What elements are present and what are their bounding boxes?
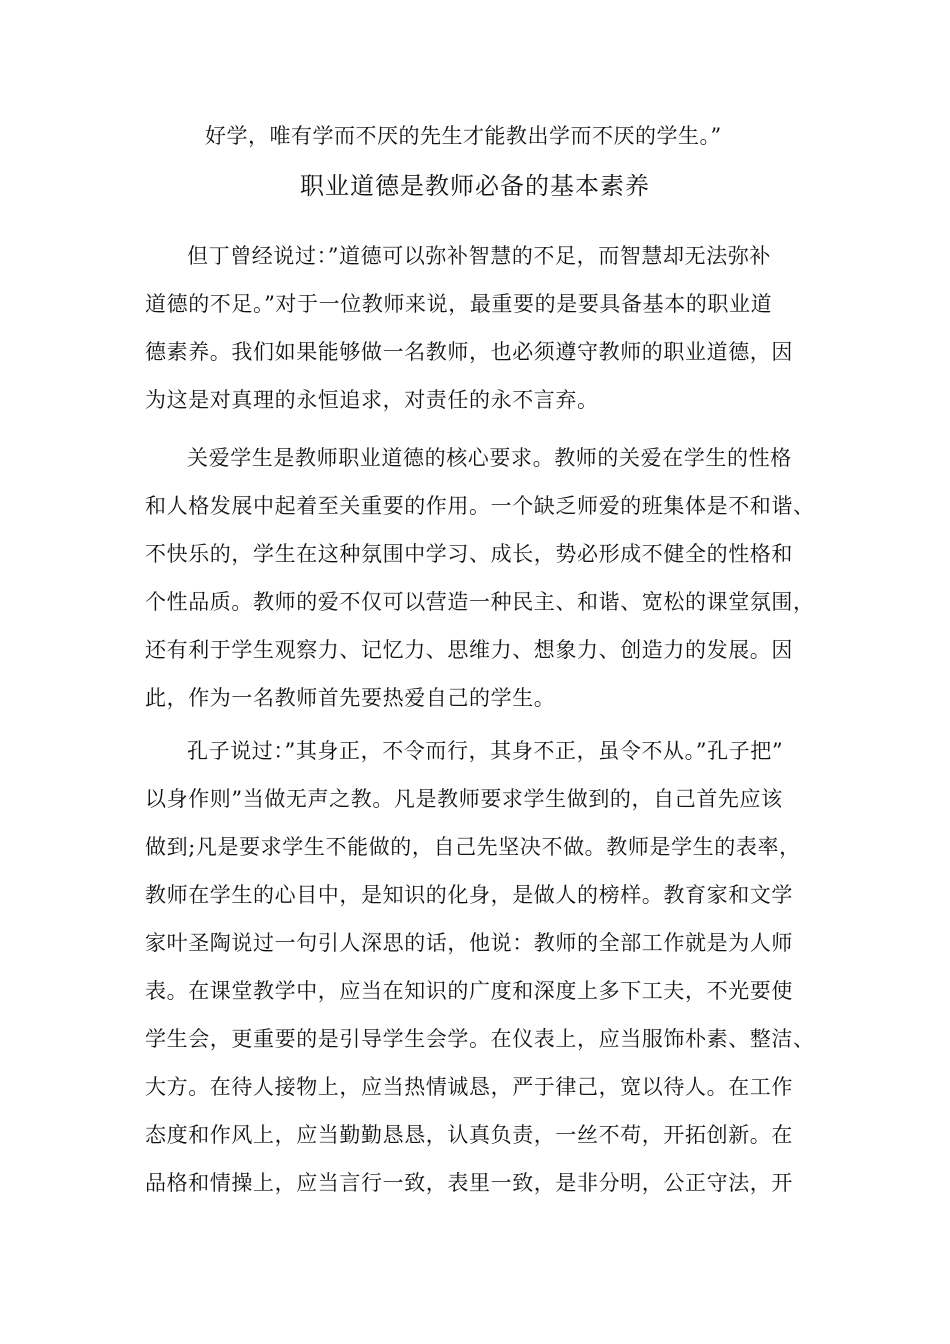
paragraph-line: 道德的不足。”对于一位教师来说，最重要的是要具备基本的职业道 [145,292,773,316]
paragraph-line: 孔子说过：”其身正，不令而行，其身不正，虽令不从。”孔子把” [187,739,784,763]
paragraph-line: 德素养。我们如果能够做一名教师，也必须遵守教师的职业道德，因 [145,340,793,364]
paragraph-line: 还有利于学生观察力、记忆力、思维力、想象力、创造力的发展。因 [145,638,793,662]
paragraph-line: 大方。在待人接物上，应当热情诚恳，严于律己，宽以待人。在工作 [145,1075,793,1099]
paragraph-2 [145,434,825,722]
paragraph-line: 品格和情操上，应当言行一致，表里一致，是非分明，公正守法，开 [145,1171,793,1195]
paragraph-3 [145,727,825,1207]
paragraph-line: 家叶圣陶说过一句引人深思的话，他说：教师的全部工作就是为人师 [145,931,793,955]
paragraph-line: 学生会，更重要的是引导学生会学。在仪表上，应当服饰朴素、整洁、 [145,1027,815,1051]
paragraph-1 [145,232,825,424]
paragraph-line: 以身作则”当做无声之教。凡是教师要求学生做到的，自己首先应该 [145,787,783,811]
continued-text-line: 好学，唯有学而不厌的先生才能教出学而不厌的学生。” [205,124,722,148]
paragraph-line: 不快乐的，学生在这种氛围中学习、成长，势必形成不健全的性格和 [145,542,793,566]
paragraph-line: 做到;凡是要求学生不能做的，自己先坚决不做。教师是学生的表率， [145,835,801,859]
paragraph-line: 关爱学生是教师职业道德的核心要求。教师的关爱在学生的性格 [187,446,792,470]
paragraph-line: 个性品质。教师的爱不仅可以营造一种民主、和谐、宽松的课堂氛围， [145,590,815,614]
paragraph-line: 但丁曾经说过：”道德可以弥补智慧的不足，而智慧却无法弥补 [187,244,772,268]
paragraph-line: 态度和作风上，应当勤勤恳恳，认真负责，一丝不苟，开拓创新。在 [145,1123,793,1147]
paragraph-line: 和人格发展中起着至关重要的作用。一个缺乏师爱的班集体是不和谐、 [145,494,815,518]
paragraph-line: 表。在课堂教学中，应当在知识的广度和深度上多下工夫，不光要使 [145,979,793,1003]
paragraph-line: 为这是对真理的永恒追求，对责任的永不言弃。 [145,388,599,412]
paragraph-line: 教师在学生的心目中，是知识的化身，是做人的榜样。教育家和文学 [145,883,793,907]
paragraph-line: 此，作为一名教师首先要热爱自己的学生。 [145,686,556,710]
document-title: 职业道德是教师必备的基本素养 [300,172,650,200]
